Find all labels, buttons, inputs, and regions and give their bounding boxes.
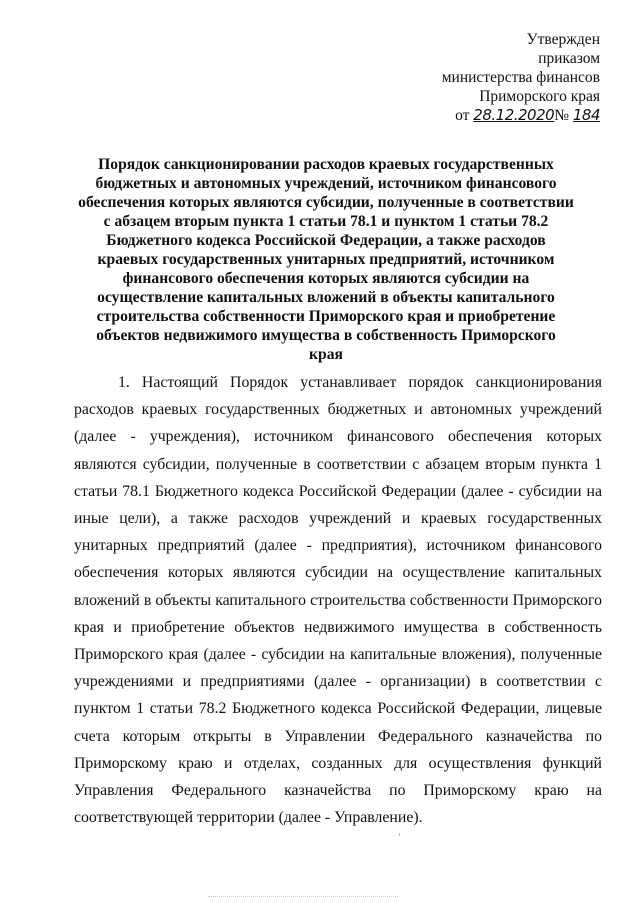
approval-date: 28.12.2020	[473, 106, 555, 124]
approval-from-prefix: от	[455, 107, 470, 124]
approval-line-order: приказом	[538, 50, 600, 67]
approval-line-region: Приморского края	[479, 88, 600, 105]
scan-speck	[399, 833, 400, 836]
approval-number-sign: №	[554, 107, 569, 124]
approval-number: 184	[572, 106, 600, 124]
scan-bottom-mark	[208, 896, 398, 897]
approval-line-approved: Утвержден	[526, 31, 600, 48]
approval-line-ministry: министерства финансов	[441, 69, 600, 86]
document-title: Порядок санкционировании расходов краевых государственных бюджетных и автономных учреждений, источником финансового обеспечения которых являются субсидии, полученные в соответствии с абзацем вторым пункта 1 статьи 78.1 и пунктом 1 статьи 78.2 Бюджетного кодекса Российской Федерации, а также расходов краевых государственных унитарных предприятий, источником финансового обеспечения которых являются субсидии на осуществление капитальных вложений в объекты капитального строительства собственности Приморского края и приобретение объектов недвижимого имущества в собственность Приморского края	[78, 156, 574, 363]
paragraph-1: 1. Настоящий Порядок устанавливает порядок санкционирования расходов краевых государственных бюджетных и автономных учреждений (далее - учреждения), источником финансового обеспечения которых являются субсидии, полученные в соответствии с абзацем вторым пункта 1 статьи 78.1 Бюджетного кодекса Российской Федерации (далее - субсидии на иные цели), а также расходов учреждений и краевых государственных унитарных предприятий (далее - предприятия), источником финансового обеспечения которых являются субсидии на осуществление капитальных вложений в объекты капитального строительства собственности Приморского края и приобретение объектов недвижимого имущества в собственность Приморского края (далее - субсидии на капитальные вложения), полученные учреждениями и предприятиями (далее - организации) в соответствии с пунктом 1 статьи 78.2 Бюджетного кодекса Российской Федерации, лицевые счета которым открыты в Управлении Федерального казначейства по Приморскому краю и отделах, созданных для осуществления функций Управления Федерального казначейства по Приморскому краю на соответствующей территории (далее - Управление).	[74, 374, 602, 827]
approval-block	[442, 30, 600, 125]
approval-date-line	[442, 106, 600, 125]
